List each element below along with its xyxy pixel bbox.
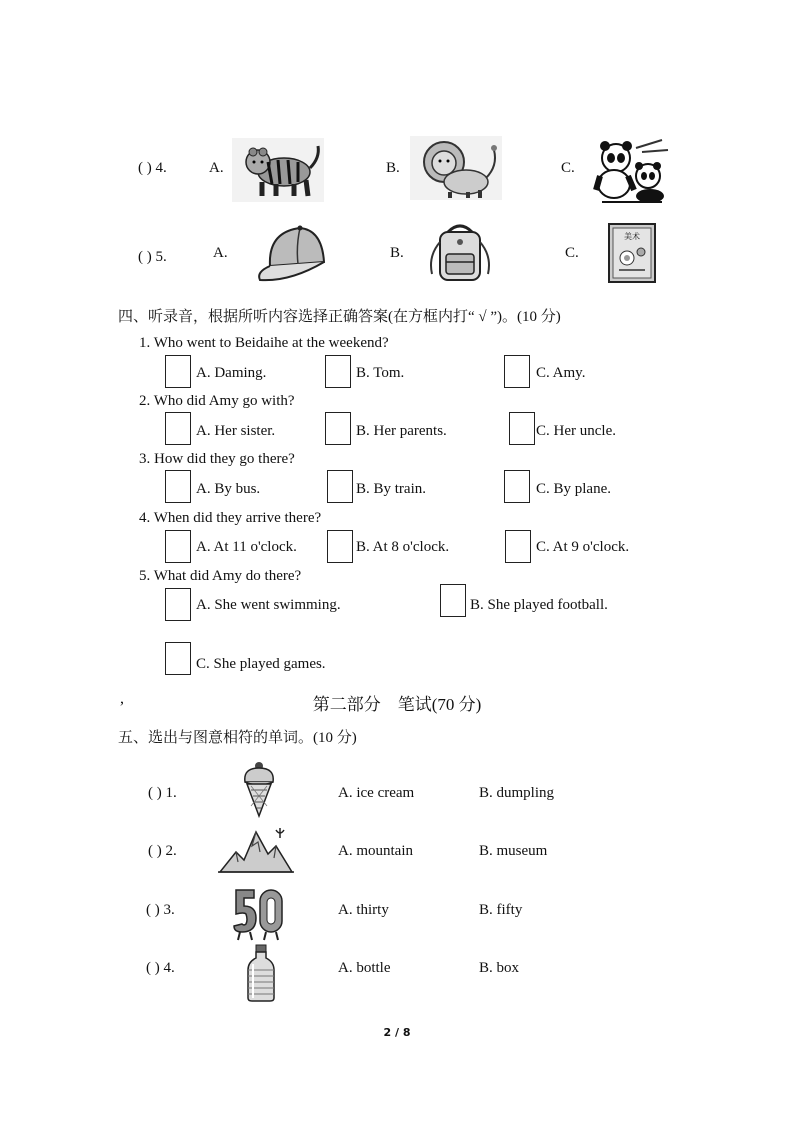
q4-option-a-label: A. (209, 160, 224, 176)
s4-q1-checkbox-a[interactable] (165, 355, 191, 388)
pandas-icon (592, 136, 672, 204)
q5-option-c-label: C. (565, 245, 579, 261)
s4-q1-checkbox-c[interactable] (504, 355, 530, 388)
s4-q5-checkbox-a[interactable] (165, 588, 191, 621)
s4-q5-option-c: C. She played games. (196, 656, 326, 672)
s5-item-3-option-a: A. thirty (338, 902, 389, 918)
s4-q2-checkbox-b[interactable] (325, 412, 351, 445)
mountain-icon (218, 822, 294, 874)
tiger-icon (232, 138, 324, 202)
bottle-icon (243, 944, 279, 1002)
s4-q1-option-c: C. Amy. (536, 365, 586, 381)
s4-q4-option-b: B. At 8 o'clock. (356, 539, 450, 555)
s5-item-1-option-a: A. ice cream (338, 785, 415, 801)
s5-item-2-paren: ( ) 2. (148, 843, 177, 859)
s4-q2-option-b: B. Her parents. (356, 423, 447, 439)
question-4-paren: ( ) 4. (138, 160, 167, 176)
s4-question-4: 4. When did they arrive there? (139, 510, 322, 526)
s4-question-3: 3. How did they go there? (139, 451, 295, 467)
s4-q3-checkbox-b[interactable] (327, 470, 353, 503)
s4-q2-option-a: A. Her sister. (196, 423, 276, 439)
number-fifty-icon (230, 884, 286, 942)
s5-item-2-option-b: B. museum (479, 843, 548, 859)
s4-question-1: 1. Who went to Beidaihe at the weekend? (139, 335, 389, 351)
s5-item-2-option-a: A. mountain (338, 843, 413, 859)
q5-option-a-label: A. (213, 245, 228, 261)
s4-question-5: 5. What did Amy do there? (139, 568, 302, 584)
q4-option-c-label: C. (561, 160, 575, 176)
s4-q5-option-a: A. She went swimming. (196, 597, 341, 613)
s4-q4-checkbox-c[interactable] (505, 530, 531, 563)
ice-cream-icon (237, 760, 281, 818)
art-book-icon (607, 222, 657, 284)
backpack-icon (424, 222, 496, 284)
page-number: 2 / 8 (383, 1026, 411, 1039)
s4-q2-checkbox-a[interactable] (165, 412, 191, 445)
s4-q3-option-b: B. By train. (356, 481, 426, 497)
art-book-title: 美术 (624, 232, 640, 241)
s5-item-4-option-a: A. bottle (338, 960, 391, 976)
s4-q3-option-c: C. By plane. (536, 481, 611, 497)
s4-q4-option-a: A. At 11 o'clock. (196, 539, 297, 555)
s4-question-2: 2. Who did Amy go with? (139, 393, 295, 409)
s5-item-4-option-b: B. box (479, 960, 520, 976)
s4-q5-checkbox-b[interactable] (440, 584, 466, 617)
s4-q4-checkbox-b[interactable] (327, 530, 353, 563)
s4-q5-option-b: B. She played football. (470, 597, 608, 613)
s5-item-4-paren: ( ) 4. (146, 960, 175, 976)
stray-comma: , (120, 690, 124, 707)
s5-item-1-option-b: B. dumpling (479, 785, 555, 801)
s5-item-3-paren: ( ) 3. (146, 902, 175, 918)
s4-q4-option-c: C. At 9 o'clock. (536, 539, 630, 555)
s5-item-1-paren: ( ) 1. (148, 785, 177, 801)
s4-q3-checkbox-c[interactable] (504, 470, 530, 503)
s4-q4-checkbox-a[interactable] (165, 530, 191, 563)
section-4-heading: 四、听录音，根据所听内容选择正确答案(在方框内打“ √ ”)。(10 分) (118, 309, 561, 325)
s4-q2-option-c: C. Her uncle. (536, 423, 616, 439)
q4-option-b-label: B. (386, 160, 400, 176)
s5-item-3-option-b: B. fifty (479, 902, 523, 918)
part-2-title: 第二部分 笔试(70 分) (312, 695, 482, 714)
s4-q1-checkbox-b[interactable] (325, 355, 351, 388)
q5-option-b-label: B. (390, 245, 404, 261)
section-5-heading: 五、选出与图意相符的单词。(10 分) (118, 730, 357, 746)
s4-q5-checkbox-c[interactable] (165, 642, 191, 675)
s4-q3-checkbox-a[interactable] (165, 470, 191, 503)
s4-q2-checkbox-c[interactable] (509, 412, 535, 445)
lion-icon (410, 136, 502, 200)
question-5-paren: ( ) 5. (138, 249, 167, 265)
s4-q1-option-a: A. Daming. (196, 365, 267, 381)
cap-icon (250, 222, 330, 284)
s4-q3-option-a: A. By bus. (196, 481, 261, 497)
s4-q1-option-b: B. Tom. (356, 365, 405, 381)
